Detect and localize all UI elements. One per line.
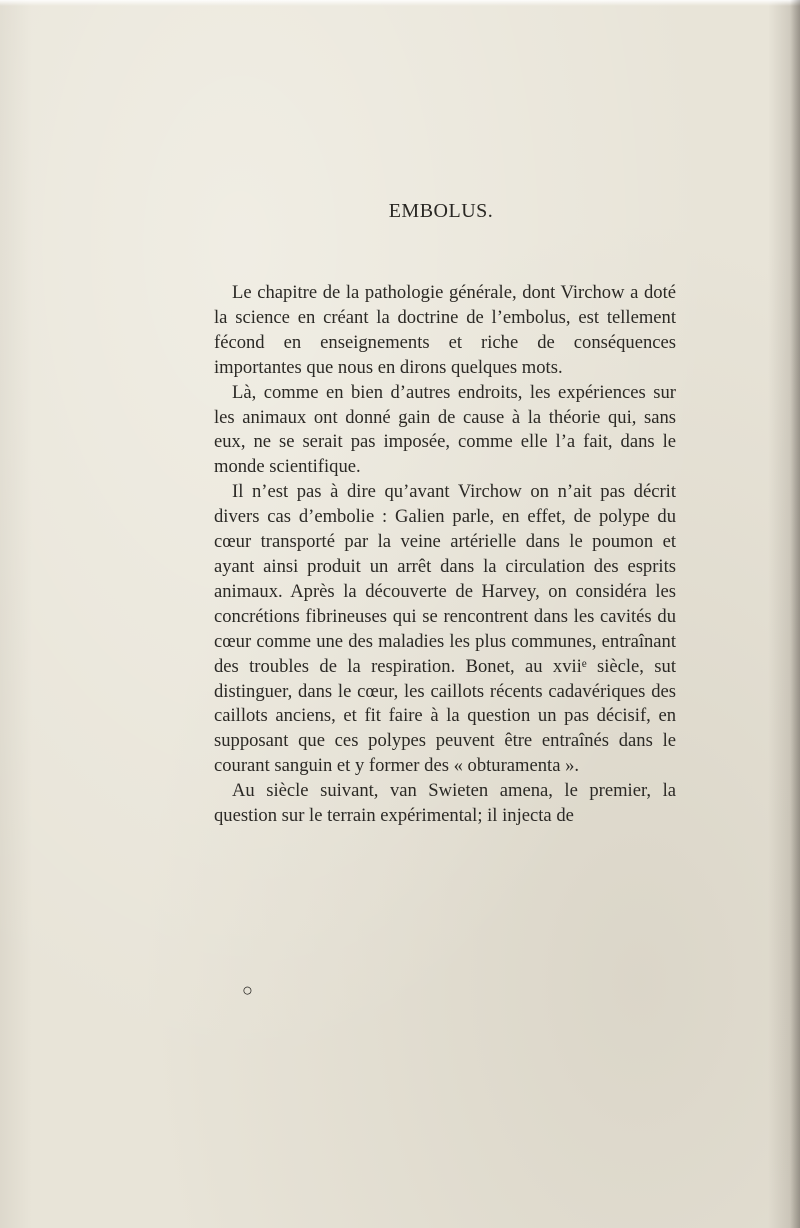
body-text (214, 281, 676, 829)
paragraph-1: Le chapitre de la pathologie générale, dont Virchow a doté la science en créant la doctrine de l’embolus, est tellement fécond en enseignements et riche de conséquences importantes que nous en dirons quelques mots. (214, 282, 676, 378)
chapter-heading: EMBOLUS. (388, 200, 494, 222)
paragraph-3: Il n’est pas à dire qu’avant Virchow on n’ait pas décrit divers cas d’embolie : Galien parle, en effet, de polype du cœur transporté par la veine artérielle dans le poumon et ayant ainsi produit un arrêt dans la circulation des esprits animaux. Après la découverte de Harvey, on considéra les concrétions fibrineuses qui se rencontrent dans les cavités du cœur comme une des maladies les plus communes, entraînant des troubles de la respiration. Bonet, au xviiᵉ siècle, sut distinguer, dans le cœur, les caillots récents cadavériques des caillots anciens, et fit faire à la question un pas décisif, en supposant que ces polypes peuvent être entraînés dans le courant sanguin et y former des « obturamenta ». (214, 481, 676, 777)
folio-mark: ○ (242, 980, 253, 1000)
paragraph-2: Là, comme en bien d’autres endroits, les expériences sur les animaux ont donné gain de cause à la théorie qui, sans eux, ne se serait pas imposée, comme elle l’a fait, dans le monde scientifique. (214, 381, 676, 478)
page-top-edge (0, 0, 800, 6)
page-binding-shadow (790, 0, 800, 1228)
paragraph-4: Au siècle suivant, van Swieten amena, le premier, la question sur le terrain expérimental; il injecta de (214, 780, 676, 827)
